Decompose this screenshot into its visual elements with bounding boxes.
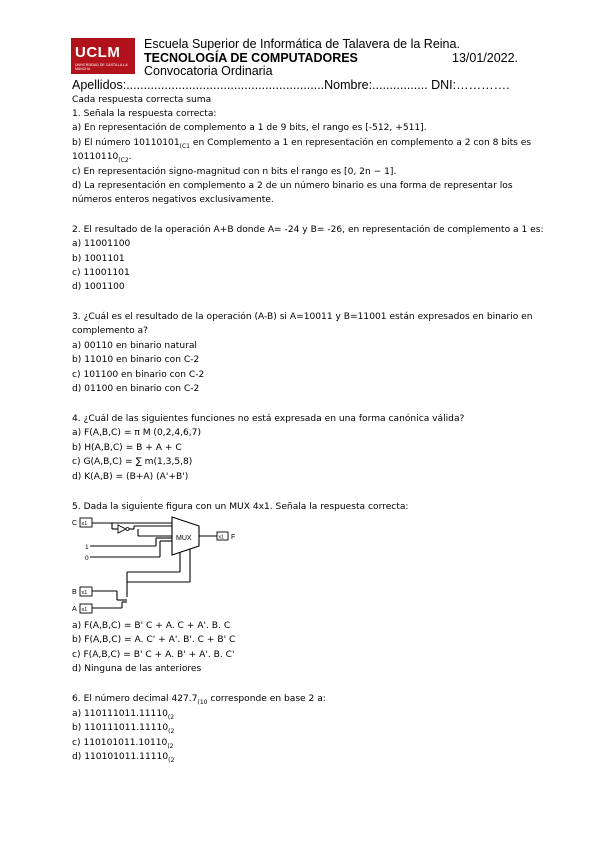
mux-label: MUX (176, 535, 192, 542)
q2-option-d: d) 1001100 (72, 282, 125, 292)
q1-title: 1. Señala la respuesta correcta: (72, 109, 217, 119)
course-title: TECNOLOGÍA DE COMPUTADORES (144, 51, 358, 65)
input-c-label: C (72, 520, 78, 527)
q3-title: 3. ¿Cuál es el resultado de la operación (A-B) si A=10011 y B=11001 están expresados en binario en (72, 312, 533, 322)
q6-option-d: d) $110101011.11110_{(2}$ (72, 752, 175, 764)
buffer-b-label: x1 (81, 590, 88, 596)
buffer-f-label: x1 (218, 534, 224, 541)
intro: Cada respuesta correcta suma (72, 95, 212, 105)
q1-option-b-cont: $10110110_{(C2}$. (72, 152, 132, 164)
school-name: Escuela Superior de Informática de Talavera de la Reina. (144, 37, 460, 51)
q2-option-a: a) 11001100 (72, 239, 131, 249)
q6-option-a: a) $110111011.11110_{(2}$ (72, 709, 175, 721)
q4-option-a: a) F(A,B,C) = π M (0,2,4,6,7) (72, 428, 202, 438)
q4-option-c: c) G(A,B,C) = ∑ m(1,3,5,8) (72, 457, 193, 467)
q1-option-d-cont: números enteros negativos exclusivamente. (72, 195, 274, 205)
q6-title: 6. El número decimal $427.7_{(10}$ corresponde en base 2 a: (72, 694, 326, 706)
q1-option-c: c) En representación signo-magnitud con n bits el rango es [0, 2n − 1]. (72, 167, 397, 177)
q5-option-d: d) Ninguna de las anteriores (72, 664, 202, 674)
q4-option-b: b) H(A,B,C) = B + A + C (72, 443, 182, 453)
const-one: 1 (85, 544, 89, 551)
q2-option-c: c) 11001101 (72, 268, 130, 278)
input-a-label: A (72, 606, 77, 613)
q4-title: 4. ¿Cuál de las siguientes funciones no está expresada en una forma canónica válida? (72, 414, 465, 424)
q5-option-c: c) F(A,B,C) = B' C + A. B' + A'. B. C' (72, 650, 235, 660)
q1-option-d: d) La representación en complemento a 2 de un número binario es una forma de representar los (72, 181, 513, 191)
q3-title-cont: complemento a? (72, 326, 148, 336)
q3-option-a: a) 00110 en binario natural (72, 341, 197, 351)
buffer-a-label: x1 (81, 607, 88, 613)
logo-text: UCLM (75, 44, 121, 61)
q3-option-c: c) 101100 en binario con C-2 (72, 370, 205, 380)
buffer-c-label: x1 (81, 521, 88, 527)
const-zero: 0 (85, 555, 89, 562)
q5-option-b: b) F(A,B,C) = A. C' + A'. B'. C + B' C (72, 635, 236, 645)
q4-option-d: d) K(A,B) = (B+A) (A'+B') (72, 472, 189, 482)
q3-option-b: b) 11010 en binario con C-2 (72, 355, 200, 365)
q2-option-b: b) 1001101 (72, 254, 125, 264)
exam-date: 13/01/2022. (452, 51, 519, 65)
q5-title: 5. Dada la siguiente figura con un MUX 4x1. Señala la respuesta correcta: (72, 502, 409, 512)
q5-option-a: a) F(A,B,C) = B' C + A. C + A'. B. C (72, 621, 231, 631)
mux-figure (72, 512, 252, 616)
q1-option-b: b) El número $10110101_{(C1}$ en Complemento a 1 en representación en complemento a 2 con 8 bits es (72, 138, 532, 150)
uclm-logo (71, 38, 135, 74)
q2-title: 2. El resultado de la operación A+B donde A= -24 y B= -26, en representación de complemento a 1 es: (72, 225, 544, 235)
input-b-label: B (72, 589, 77, 596)
q1-option-a: a) En representación de complemento a 1 de 9 bits, el rango es [-512, +511]. (72, 123, 427, 133)
output-f-label: F (231, 534, 236, 541)
logo-subtext: UNIVERSIDAD DE CASTILLA-LA MANCHA (75, 63, 128, 71)
exam-type: Convocatoria Ordinaria (144, 64, 273, 78)
q6-option-c: c) $110101011.10110_{(2}$ (72, 738, 174, 750)
q6-option-b: b) $110111011.11110_{(2}$ (72, 723, 175, 735)
student-line: Apellidos:.........................................................Nombre:................ DNI:…………. (72, 78, 510, 92)
q3-option-d: d) 01100 en binario con C-2 (72, 384, 200, 394)
